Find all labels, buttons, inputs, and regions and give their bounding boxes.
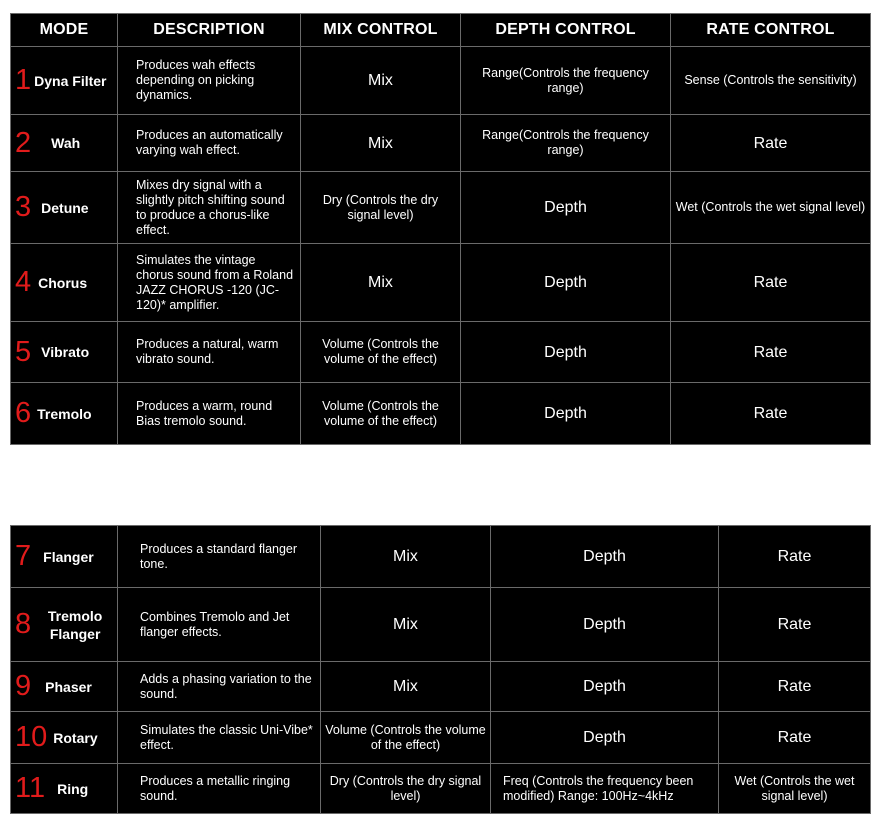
rate-control-cell: Rate	[671, 244, 871, 322]
mode-name: Tremolo	[37, 405, 92, 422]
rate-control-cell: Rate	[719, 662, 871, 712]
mix-control-cell: Volume (Controls the volume of the effect)	[321, 712, 491, 764]
mode-cell	[11, 244, 118, 322]
mix-control-cell: Dry (Controls the dry signal level)	[301, 172, 461, 244]
mode-cell	[11, 47, 118, 115]
mode-cell	[11, 172, 118, 244]
mode-number: 4	[15, 266, 32, 298]
mode-number: 2	[15, 126, 32, 159]
table-row	[11, 764, 871, 814]
rate-control-cell: Rate	[719, 526, 871, 588]
mix-control-cell: Volume (Controls the volume of the effect)	[301, 322, 461, 383]
mode-number: 9	[15, 670, 32, 702]
mode-number: 5	[15, 335, 32, 368]
mix-control-cell: Mix	[321, 526, 491, 588]
header-rate-control: RATE CONTROL	[671, 14, 871, 47]
mix-control-cell: Mix	[301, 115, 461, 172]
description-cell: Combines Tremolo and Jet flanger effects.	[118, 588, 321, 662]
description-cell: Produces a natural, warm vibrato sound.	[118, 322, 301, 383]
rate-control-cell: Rate	[671, 383, 871, 445]
table-row	[11, 712, 871, 764]
rate-control-cell: Sense (Controls the sensitivity)	[671, 47, 871, 115]
mix-control-cell: Mix	[321, 588, 491, 662]
mode-cell	[11, 322, 118, 383]
header-description: DESCRIPTION	[118, 14, 301, 47]
mode-name: Ring	[57, 780, 89, 797]
mode-name: Detune	[41, 199, 89, 216]
mode-name: Wah	[51, 135, 81, 151]
table-row	[11, 526, 871, 588]
table-row	[11, 244, 871, 322]
description-cell: Produces a metallic ringing sound.	[118, 764, 321, 814]
mode-name: Flanger	[43, 548, 94, 565]
mode-number: 11	[15, 772, 46, 804]
depth-control-cell: Depth	[461, 322, 671, 383]
depth-control-cell: Depth	[491, 588, 719, 662]
rate-control-cell: Rate	[671, 322, 871, 383]
mix-control-cell: Mix	[321, 662, 491, 712]
rate-control-cell: Rate	[671, 115, 871, 172]
description-cell: Adds a phasing variation to the sound.	[118, 662, 321, 712]
mode-cell	[11, 712, 118, 764]
mode-number: 3	[15, 191, 32, 223]
mode-number: 8	[15, 608, 32, 640]
mode-number: 7	[15, 540, 32, 572]
rate-control-cell: Wet (Controls the wet signal level)	[719, 764, 871, 814]
mode-cell	[11, 383, 118, 445]
mode-number: 6	[15, 397, 32, 429]
depth-control-cell: Freq (Controls the frequency been modified) Range: 100Hz~4kHz	[491, 764, 719, 814]
description-cell: Produces a standard flanger tone.	[118, 526, 321, 588]
mix-control-cell: Volume (Controls the volume of the effect)	[301, 383, 461, 445]
depth-control-cell: Depth	[491, 526, 719, 588]
depth-control-cell: Depth	[461, 244, 671, 322]
mode-name: Rotary	[53, 729, 98, 746]
header-mode: MODE	[11, 14, 118, 47]
rate-control-cell: Rate	[719, 588, 871, 662]
header-mix-control: MIX CONTROL	[301, 14, 461, 47]
effects-table-bottom	[10, 525, 871, 814]
table-row	[11, 47, 871, 115]
description-cell: Produces wah effects depending on picking dynamics.	[118, 47, 301, 115]
mix-control-cell: Mix	[301, 244, 461, 322]
description-cell: Produces an automatically varying wah effect.	[118, 115, 301, 172]
table-row	[11, 322, 871, 383]
table-row	[11, 115, 871, 172]
effects-table-top	[10, 13, 871, 445]
header-row	[11, 14, 871, 47]
mode-name: Chorus	[38, 274, 88, 291]
header-depth-control: DEPTH CONTROL	[461, 14, 671, 47]
depth-control-cell: Range(Controls the frequency range)	[461, 115, 671, 172]
mode-cell	[11, 588, 118, 662]
mode-cell	[11, 764, 118, 814]
mode-cell	[11, 662, 118, 712]
mode-number: 10	[15, 721, 48, 753]
table-row	[11, 383, 871, 445]
description-cell: Mixes dry signal with a slightly pitch shifting sound to produce a chorus-like effect.	[118, 172, 301, 244]
depth-control-cell: Depth	[461, 383, 671, 445]
table-row	[11, 588, 871, 662]
mode-cell	[11, 526, 118, 588]
description-cell: Simulates the classic Uni-Vibe* effect.	[118, 712, 321, 764]
depth-control-cell: Range(Controls the frequency range)	[461, 47, 671, 115]
table-row	[11, 662, 871, 712]
depth-control-cell: Depth	[491, 712, 719, 764]
table-row	[11, 172, 871, 244]
mode-name: Phaser	[45, 678, 92, 695]
mode-number: 1	[15, 64, 32, 96]
mode-name: Dyna Filter	[34, 72, 107, 89]
depth-control-cell: Depth	[491, 662, 719, 712]
description-cell: Produces a warm, round Bias tremolo sound.	[118, 383, 301, 445]
mode-name: Vibrato	[41, 344, 90, 360]
description-cell: Simulates the vintage chorus sound from a Roland JAZZ CHORUS -120 (JC-120)* amplifier.	[118, 244, 301, 322]
depth-control-cell: Depth	[461, 172, 671, 244]
rate-control-cell: Rate	[719, 712, 871, 764]
rate-control-cell: Wet (Controls the wet signal level)	[671, 172, 871, 244]
mix-control-cell: Mix	[301, 47, 461, 115]
mix-control-cell: Dry (Controls the dry signal level)	[321, 764, 491, 814]
mode-name: Tremolo Flanger	[47, 607, 103, 642]
mode-cell	[11, 115, 118, 172]
